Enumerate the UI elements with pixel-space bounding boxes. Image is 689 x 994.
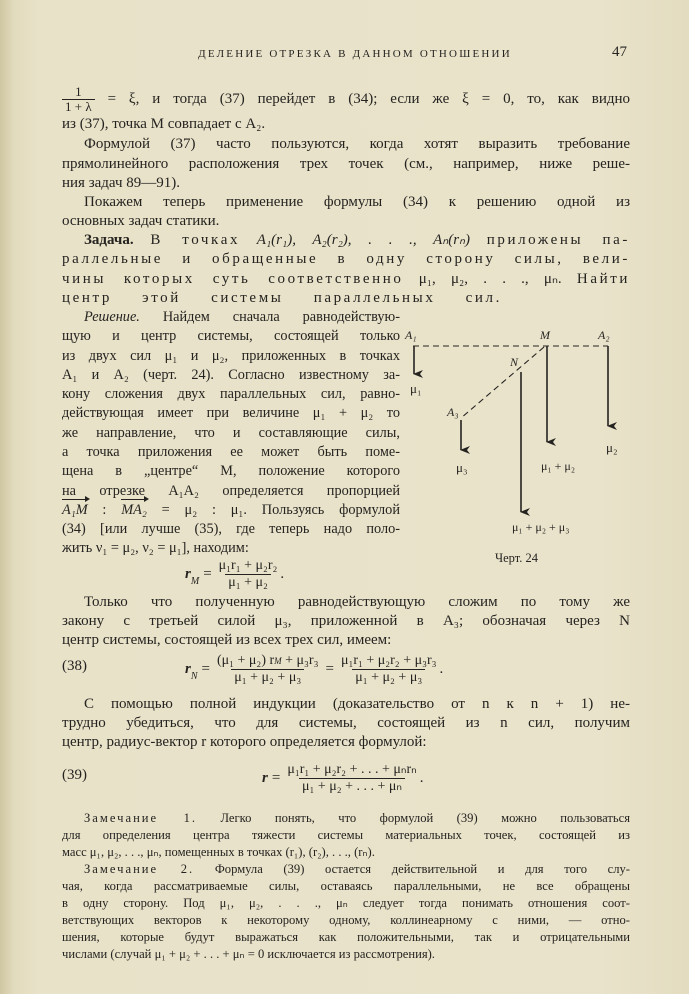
equals-sign: =: [325, 660, 334, 677]
solution-line: A₁ и A₂ (черт. 24). Согласно известному за-: [62, 367, 400, 383]
equation-number-39: (39): [62, 767, 87, 783]
remark-line: шения, которые будут выражаться как положительными, так и отрицательными: [62, 930, 630, 944]
paragraph-line: трудно убедиться, что для системы, состоящей из n сил, получим: [62, 715, 630, 731]
page-number: 47: [612, 44, 627, 60]
solution-line: жить ν₁ = μ₂, ν₂ = μ₁], находим:: [62, 540, 249, 556]
solution-line: действующая имеет при величине μ₁ + μ₂ то: [62, 405, 400, 421]
vector-a1m: A₁M: [62, 502, 88, 518]
paragraph-line: ния задач 89—91).: [62, 175, 181, 191]
ratio-separator: :: [87, 502, 122, 518]
formula-period: .: [280, 565, 285, 582]
remark-1-label: Замечание 1.: [84, 811, 198, 825]
task-line-2: раллельные и обращенные в одну сторону силы, вели-: [62, 251, 630, 267]
label-a2: A₂: [598, 328, 610, 342]
fraction-denominator: μ₁ + μ₂ + μ₃: [352, 669, 425, 686]
task-text: В точках: [150, 232, 241, 248]
fraction-numerator: μ₁r₁ + μ₂r₂ + μ₃r₃: [340, 652, 437, 668]
remark-text: Легко понять, что формулой (39) можно пользоваться: [220, 811, 630, 825]
paragraph-line: Только что полученную равнодействующую сложим по тому же: [84, 594, 630, 610]
task-text: Найти: [576, 271, 631, 287]
formula-lhs: r: [262, 769, 268, 786]
solution-text: Найдем сначала равнодействую-: [162, 309, 401, 325]
fraction-numerator: μ₁r₁ + μ₂r₂: [218, 557, 278, 573]
vector-ma2: MA₂: [121, 502, 147, 518]
numerator-part: (μ₁ + μ₂) r: [216, 652, 275, 668]
dashed-line-m-a3: [461, 347, 544, 418]
paragraph-line: С помощью полной индукции (доказательство от n к n + 1) не-: [84, 696, 630, 712]
label-m: M: [540, 328, 550, 342]
label-a1: A₁: [405, 328, 417, 342]
formula-subscript: M: [190, 575, 200, 587]
paragraph-line: Покажем теперь применение формулы (34) к решению одной из: [84, 194, 630, 210]
solution-line: а точка приложения ее может быть поме-: [62, 444, 400, 460]
remark-line: чая, когда рассматриваемые силы, оставаясь параллельными, не все обращены: [62, 879, 630, 893]
solution-text: = μ₂ : μ₁. Пользуясь формулой: [146, 502, 400, 518]
paragraph-line: закону с третьей силой μ₃, приложенной в A₃; обозначая через N: [62, 613, 630, 629]
label-mu1: μ₁: [410, 381, 422, 396]
label-mu2: μ₂: [606, 440, 618, 455]
paragraph-line: центр системы, состоящей из всех трех сил, имеем:: [62, 632, 392, 648]
label-mu1-mu2: μ₁ + μ₂: [541, 459, 576, 473]
task-line-4: центр этой системы параллельных сил.: [62, 290, 502, 306]
solution-line: (34) [или лучше (35), где теперь надо поло-: [62, 521, 400, 537]
formula-period: .: [419, 769, 424, 786]
intro-line-2: из (37), точка M совпадает с A₂.: [62, 116, 266, 132]
numerator-part: + μ₃r₃: [281, 652, 319, 668]
label-n: N: [510, 355, 519, 369]
remark-2-label: Замечание 2.: [84, 862, 195, 876]
paragraph-line: основных задач статики.: [62, 213, 220, 229]
fraction-denominator: μ₁ + μ₂ + . . . + μₙ: [299, 778, 405, 795]
remark-line: ветствующих векторов к некоторому одному, коллинеарному с ними, — отно-: [62, 913, 630, 927]
solution-label: Решение.: [84, 309, 140, 325]
formula-lhs: r: [185, 565, 191, 582]
paragraph-line: центр, радиус-вектор r которого определяется формулой:: [62, 734, 427, 750]
equals-sign: =: [271, 769, 281, 786]
figure-caption: Черт. 24: [495, 551, 539, 565]
solution-line: щую и центр системы, состоящей только: [62, 328, 400, 344]
intro-line-1-text: = ξ, и тогда (37) перейдет в (34); если же ξ = 0, то, как видно: [107, 91, 630, 107]
formula-period: .: [439, 660, 444, 677]
equals-sign: =: [203, 565, 212, 582]
task-label: Задача.: [84, 232, 134, 248]
running-header: ДЕЛЕНИЕ ОТРЕЗКА В ДАННОМ ОТНОШЕНИИ: [198, 48, 512, 60]
fraction-denominator: μ₁ + μ₂: [225, 574, 271, 591]
remark-line: масс μ₁, μ₂, . . ., μₙ, помещенных в точках (r₁), (r₂), . . ., (rₙ).: [62, 845, 375, 859]
fraction-numerator: μ₁r₁ + μ₂r₂ + . . . + μₙrₙ: [287, 761, 417, 777]
solution-line: из двух сил μ₁ и μ₂, приложенных в точках: [62, 348, 400, 364]
label-mu1-mu2-mu3: μ₁ + μ₂ + μ₃: [512, 520, 570, 534]
formula-lhs: r: [185, 660, 191, 677]
remark-text: Формула (39) остается действительной и для того слу-: [214, 862, 630, 876]
solution-line: щена в „центре“ M, положение которого: [62, 463, 400, 479]
equation-number-38: (38): [62, 658, 87, 674]
fraction-denominator: μ₁ + μ₂ + μ₃: [231, 669, 304, 686]
remark-line: для определения центра тяжести системы материальных точек, состоящей из: [62, 828, 630, 842]
numerator-subscript: M: [274, 655, 282, 666]
task-masses: μ₁, μ₂, . . ., μₙ.: [418, 271, 562, 287]
label-mu3: μ₃: [456, 460, 468, 475]
fraction-numerator: 1: [75, 84, 82, 100]
task-text: чины которых суть соответственно: [62, 271, 404, 287]
solution-line: же направление, что и составляющие силы,: [62, 425, 400, 441]
remark-line: в одну сторону. Под μ₁, μ₂, . . ., μₙ следует тогда понимать отношения соот-: [62, 896, 630, 910]
task-text: приложены па-: [486, 232, 631, 248]
remark-line: числами (случай μ₁ + μ₂ + . . . + μₙ = 0 исключается из рассмотрения).: [62, 947, 435, 961]
formula-subscript: N: [190, 670, 198, 682]
label-a3: A₃: [447, 405, 459, 419]
paragraph-line: прямолинейного расположения трех точек (см., например, ниже реше-: [62, 156, 630, 172]
fraction-denominator: 1 + λ: [62, 99, 95, 114]
task-points: A₁(r₁), A₂(r₂), . . ., Aₙ(rₙ): [256, 232, 471, 248]
equals-sign: =: [201, 660, 210, 677]
solution-line: кону сложения двух параллельных сил, равно-: [62, 386, 400, 402]
solution-line: на отрезке A₁A₂ определяется пропорцией: [62, 483, 400, 499]
paragraph-line: Формулой (37) часто пользуются, когда хотят выразить требование: [84, 136, 630, 152]
